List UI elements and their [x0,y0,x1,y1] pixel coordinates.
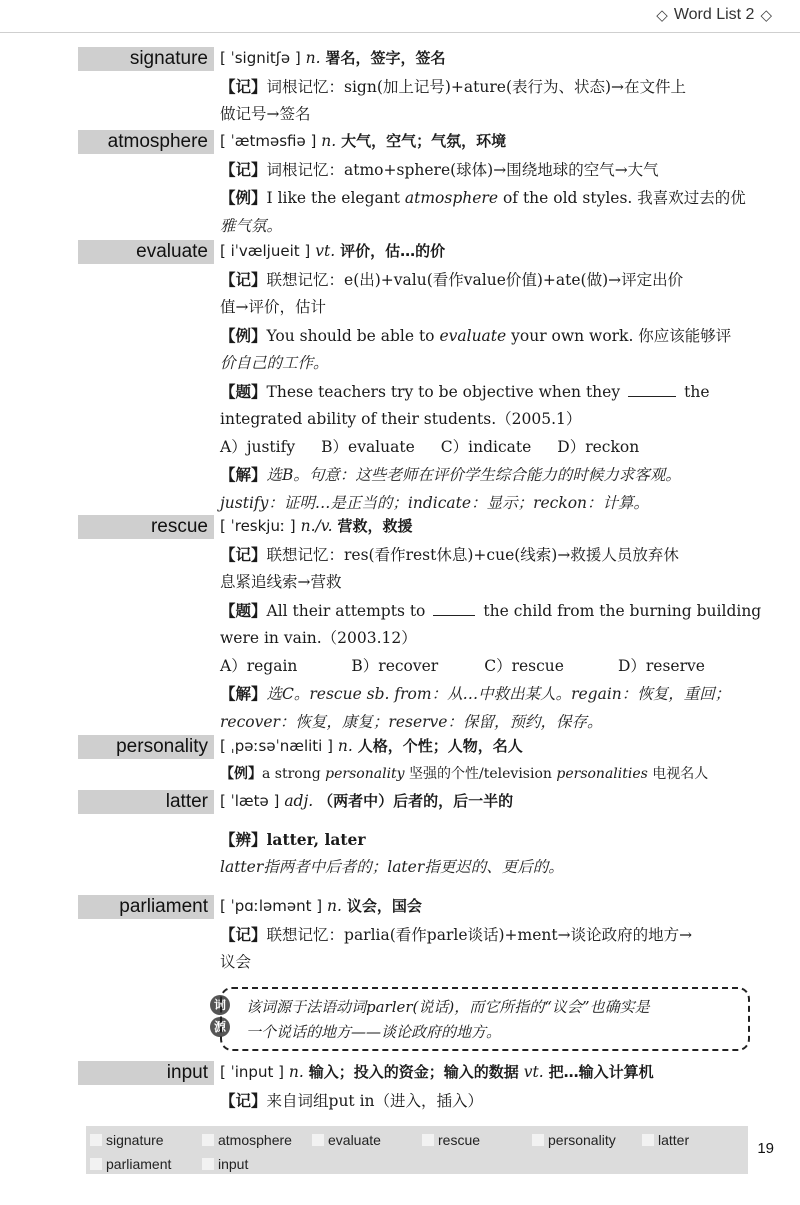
part-of-speech: n. [305,49,321,67]
answer-explanation-cont: justify：证明…是正当的；indicate：显示；reckon：计算。 [220,493,650,512]
example-text: your own work. 你应该能够评 [506,326,732,345]
part-of-speech: n. [327,897,342,915]
answer-options [220,434,750,462]
memo-text: 来自词组put in（进入，插入） [266,1091,484,1110]
checklist-item[interactable]: input [200,1152,248,1176]
example-text: of the old styles. 我喜欢过去的优 [498,189,746,207]
definition: （两者中）后者的，后一半的 [318,792,514,810]
example-translation: 价自己的工作。 [220,354,329,372]
answer-explanation: 选C。rescue sb. from：从…中救出某人。regain：恢复，重回； [266,685,731,703]
review-checklist [86,1126,748,1174]
page-number: 19 [757,1140,774,1157]
answer-tag: 【解】 [220,684,267,703]
definition: 人格，个性；人物，名人 [357,737,523,755]
checklist-item[interactable]: personality [530,1128,616,1152]
answer-options [220,653,750,681]
memo-tag: 【记】 [220,1090,267,1110]
headword-parliament: parliament [78,895,214,919]
option-c: C）rescue [484,656,564,675]
example-text: You should be able to [266,326,440,345]
checklist-item[interactable]: latter [640,1128,689,1152]
phonetic: [ ˈsignitʃə ] [220,49,301,67]
example-tag: 【例】 [220,188,267,207]
memo-text: 联想记忆：e(出)+valu(看作value价值)+ate(做)→评定出价 [266,270,684,289]
question-tag: 【题】 [220,600,267,620]
answer-explanation-cont: recover：恢复，康复；reserve：保留，预约，保存。 [220,712,603,731]
checklist-item[interactable]: rescue [420,1128,480,1152]
answer-tag: 【解】 [220,465,267,484]
option-d: D）reserve [617,656,705,675]
option-b: B）recover [351,656,439,675]
header-title: Word List 2 [673,6,755,23]
definition: 评价，估…的价 [340,242,446,260]
headword-input: input [78,1061,214,1085]
part-of-speech: n. [337,737,353,755]
diamond-left-icon: ◇ [656,7,668,24]
memo-tag: 【记】 [220,924,267,944]
option-c: C）indicate [440,437,532,456]
answer-blank [433,603,475,616]
headword-rescue: rescue [78,515,214,539]
phonetic: [ ˈinput ] [220,1063,284,1081]
memo-text-cont: 做记号→签名 [220,105,311,123]
distinguish-text: latter指两者中后者的；later指更迟的、更后的。 [220,858,564,876]
part-of-speech: n. [321,132,337,150]
memo-tag: 【记】 [220,269,267,289]
phonetic: [ ˈlætə ] [220,792,280,810]
example-translation: 雅气氛。 [220,216,283,235]
part-of-speech: n. [288,1063,304,1081]
memo-text: 词根记忆：sign(加上记号)+ature(表行为、状态)→在文件上 [266,77,687,96]
memo-text-cont: 息紧追线索→营救 [220,573,342,591]
memo-text: 联想记忆：res(看作rest休息)+cue(线索)→救援人员放弃休 [266,545,679,564]
memo-tag: 【记】 [220,159,267,179]
memo-text: 词根记忆：atmo+sphere(球体)→围绕地球的空气→大气 [266,160,659,179]
question-text: These teachers try to be objective when they [266,382,621,401]
question-text-cont: were in vain.（2003.12） [220,629,417,647]
option-d: D）reckon [557,437,640,456]
memo-tag: 【记】 [220,544,267,564]
option-b: B）evaluate [321,437,415,456]
question-text: the [684,382,710,401]
checklist-item[interactable]: evaluate [310,1128,381,1152]
page-header [656,6,772,24]
headword-evaluate: evaluate [78,240,214,264]
diamond-right-icon: ◇ [760,7,772,24]
memo-text: 联想记忆：parlia(看作parle谈话)+ment→谈论政府的地方→ [266,925,693,944]
example-text: I like the elegant [266,189,405,207]
memo-text-cont: 议会 [220,953,252,971]
headword-signature: signature [78,47,214,71]
header-divider [0,32,800,33]
distinguish-words: latter, later [266,829,366,849]
definition: 营救，救援 [337,517,413,535]
phonetic: [ ˈpɑːləmənt ] [220,897,323,915]
example-keyword: personalities [556,765,648,782]
question-text-cont: integrated ability of their students.（2005.1） [220,410,582,428]
definition-2: 把…输入计算机 [548,1063,654,1081]
option-a: A）justify [220,437,296,456]
distinguish-tag: 【辨】 [220,829,267,849]
phonetic: [ ˈætməsfiə ] [220,132,317,150]
definition: 署名，签字，签名 [325,49,446,67]
definition: 议会，国会 [346,897,422,915]
part-of-speech: adj. [284,792,314,810]
phonetic: [ ˈreskjuː ] [220,517,296,535]
example-text: 电视名人 [647,765,709,782]
question-text: All their attempts to [266,601,426,620]
definition: 输入；投入的资金；输入的数据 [308,1063,519,1081]
example-tag: 【例】 [220,325,267,345]
definition: 大气，空气；气氛，环境 [341,132,507,150]
checklist-item[interactable]: signature [88,1128,164,1152]
question-text: the child from the burning building [483,601,762,620]
headword-personality: personality [78,735,214,759]
example-keyword: atmosphere [404,189,499,207]
checklist-item[interactable]: parliament [88,1152,171,1176]
example-keyword: evaluate [439,326,507,345]
question-tag: 【题】 [220,381,267,401]
memo-tag: 【记】 [220,76,267,96]
answer-blank [628,384,676,397]
part-of-speech-2: vt. [523,1063,544,1081]
example-tag: 【例】 [220,765,262,782]
headword-latter: latter [78,790,214,814]
etymology-text: 该词源于法语动词parler(说话)，而它所指的“议会”也确实是 [246,998,650,1016]
etymology-text-cont: 一个说话的地方——谈论政府的地方。 [246,1023,502,1041]
etymology-badge-top: 词 [210,995,230,1015]
example-text: a strong [262,765,326,782]
example-text: 坚强的个性/television [404,765,557,782]
memo-text-cont: 值→评价，估计 [220,298,326,316]
answer-explanation: 选B。句意：这些老师在评价学生综合能力的时候力求客观。 [266,466,681,484]
phonetic: [ ˌpəːsəˈnæliti ] [220,737,333,755]
part-of-speech: n./v. [300,517,333,535]
etymology-badge-bottom: 源 [210,1017,230,1037]
phonetic: [ iˈvæljueit ] [220,242,311,260]
example-keyword: personality [325,765,405,782]
headword-atmosphere: atmosphere [78,130,214,154]
part-of-speech: vt. [315,242,336,260]
etymology-note [220,987,750,1051]
checklist-item[interactable]: atmosphere [200,1128,292,1152]
option-a: A）regain [220,656,298,675]
